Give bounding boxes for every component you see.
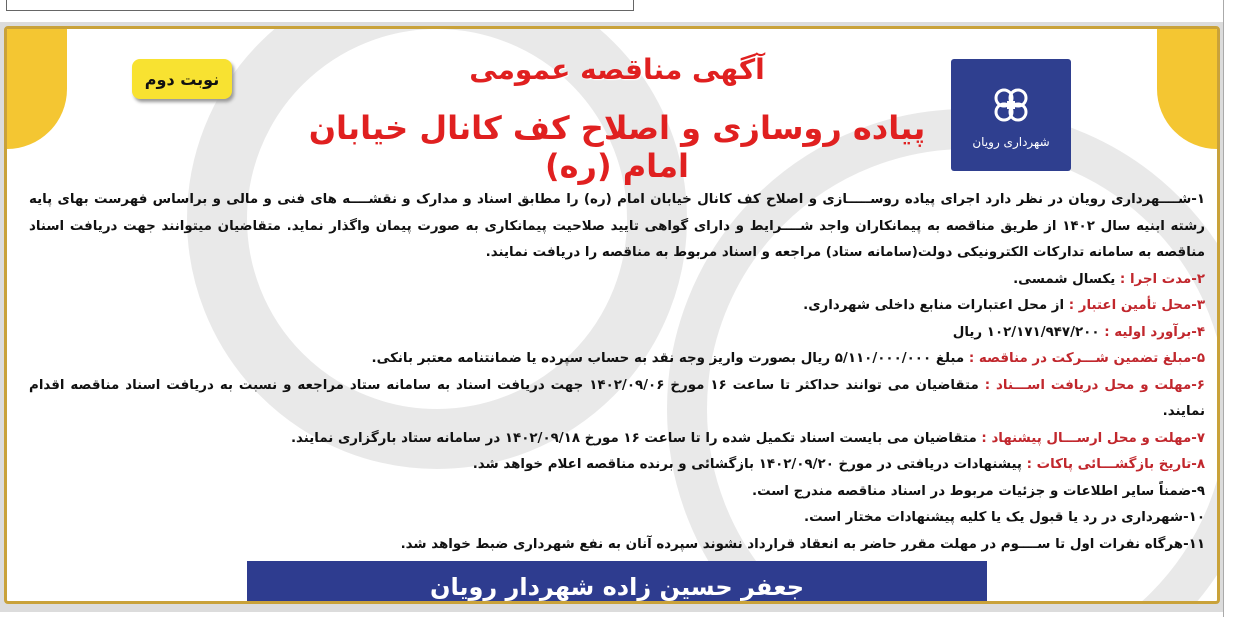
list-item (29, 373, 1205, 426)
item-text: ۱۰۲/۱۷۱/۹۴۷/۲۰۰ ریال (952, 324, 1105, 340)
notice-frame (4, 26, 1220, 604)
list-item (29, 532, 1205, 559)
signature-text: جعفر حسین زاده شهردار رویان (429, 573, 805, 601)
item-label: ۷-مهلت و محل ارســـال پیشنهاد : (981, 430, 1205, 446)
item-text: پیشنهادات دریافتی در مورخ ۱۴۰۲/۰۹/۲۰ بازگشائی و برنده مناقصه اعلام خواهد شد. (472, 457, 1027, 472)
logo-caption: شهرداری رویان (972, 135, 1050, 149)
list-item (29, 346, 1205, 373)
list-item (29, 452, 1205, 479)
list-item (29, 479, 1205, 506)
round-badge (132, 59, 232, 99)
list-item (29, 293, 1205, 320)
list-item (29, 505, 1205, 532)
item-text: از محل اعتبارات منابع داخلی شهرداری. (803, 298, 1069, 313)
notice-subtitle: پیاده روسازی و اصلاح کف کانال خیابان امام (ره) (308, 109, 926, 185)
list-item (29, 267, 1205, 294)
list-item (29, 426, 1205, 453)
item-text: یکسال شمسی. (1013, 271, 1120, 287)
item-text: ۹-ضمناً سایر اطلاعات و جزئیات مربوط در اسناد مناقصه مندرج است. (751, 483, 1205, 499)
corner-decoration-right (1157, 29, 1217, 149)
round-badge-text: نوبت دوم (144, 69, 220, 89)
right-edge-strip (1223, 0, 1238, 617)
paragraph-1: ۱-شــــهرداری رویان در نظر دارد اجرای پیاده روســـــازی و اصلاح کف کانال خیابان امام (ره) را مطابق اسناد و مدارک و نقشــــه های فنی و مالی و براساس فهرست بهای پایه رشته ابنیه سال ۱۴۰۲ از طریق مناقصه به پیمانکاران واجد شــــرایط و دارای گواهی تایید صلاحیت پیمانکاری به صورت پیمان واگذار نماید. متقاضیان میتوانند جهت دریافت اسناد مناقصه به سامانه تدارکات الکترونیکی دولت(سامانه ستاد) مراجعه و اسناد مربوط به مناقصه را دریافت نمایند. (29, 192, 1206, 260)
item-text: مبلغ ۵/۱۱۰/۰۰۰/۰۰۰ ریال بصورت واریز وجه نقد به حساب سپرده یا ضمانتنامه معتبر بانکی. (371, 351, 969, 366)
item-text: ۱۱-هرگاه نفرات اول تا ســــوم در مهلت مقرر حاضر به انعقاد قرارداد نشوند سپرده آنان به نفع شهرداری ضبط خواهد شد. (400, 536, 1205, 552)
item-label: ۳-محل تأمین اعتبار : (1068, 298, 1205, 313)
item-label: ۲-مدت اجرا : (1119, 271, 1205, 287)
item-label: ۵-مبلغ تضمین شـــرکت در مناقصه : (968, 351, 1205, 366)
item-label: ۴-برآورد اولیه : (1104, 324, 1205, 340)
notice-body (29, 187, 1205, 558)
signature-banner (247, 561, 987, 604)
municipality-logo (951, 59, 1071, 171)
item-text: متقاضیان می توانند حداکثر تا ساعت ۱۶ مورخ ۱۴۰۲/۰۹/۰۶ جهت دریافت اسناد به سامانه ستاد مراجعه و نسبت به دریافت اسناد مناقصه اقدام نمایند. (29, 377, 1205, 419)
item-label: ۸-تاریخ بازگشـــائی پاکات : (1026, 457, 1205, 472)
municipality-emblem-icon (987, 81, 1035, 129)
list-item (29, 320, 1205, 347)
item-text: ۱۰-شهرداری در رد یا قبول یک یا کلیه پیشنهادات مختار است. (804, 510, 1205, 525)
top-clipping-box (6, 0, 634, 11)
corner-decoration-left (7, 29, 67, 149)
item-label: ۶-مهلت و محل دریافت اســـناد : (984, 377, 1205, 393)
item-text: متقاضیان می بایست اسناد تکمیل شده را تا ساعت ۱۶ مورخ ۱۴۰۲/۰۹/۱۸ در سامانه ستاد بارگزاری نمایند. (290, 430, 982, 446)
notice-title: آگهی مناقصه عمومی (469, 53, 765, 86)
